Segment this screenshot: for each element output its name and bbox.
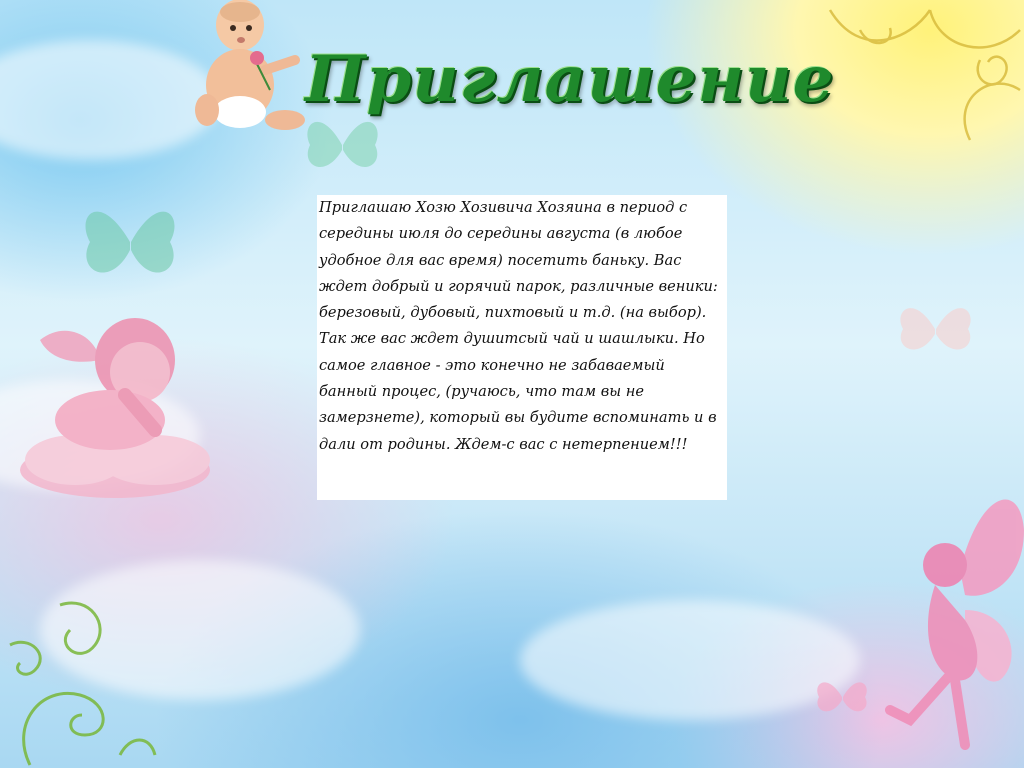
cherub-on-cloud-icon (15, 300, 215, 500)
cloud (520, 600, 860, 720)
butterfly-icon (75, 190, 185, 295)
ornament-swirl-icon (820, 0, 1024, 150)
pink-fairy-icon (870, 470, 1024, 768)
baby-with-flower-icon (195, 0, 310, 140)
text-box (317, 195, 727, 500)
invitation-text: Приглашаю Хозю Хозивича Хозяина в период с середины июля до середины августа (в любое удобное для вас время) посетить баньку. Вас ждет добрый и горячий парок, различные веники: березовый, дубовый, пихтовый и т.д. (на выбор). Так же вас ждет душитсый чай и шашлыки. Но самое главное - это конечно не забаваемый банный процес, (ручаюсь, что там вы не замерзнете), который вы будите вспоминать и в дали от родины. Ждем-с вас с нетерпением!!! (319, 199, 718, 453)
ornament-swirl-icon (0, 585, 160, 768)
cloud (0, 40, 220, 160)
butterfly-icon (893, 292, 978, 367)
butterfly-icon (812, 672, 872, 722)
page-title: Приглашение (305, 42, 835, 117)
